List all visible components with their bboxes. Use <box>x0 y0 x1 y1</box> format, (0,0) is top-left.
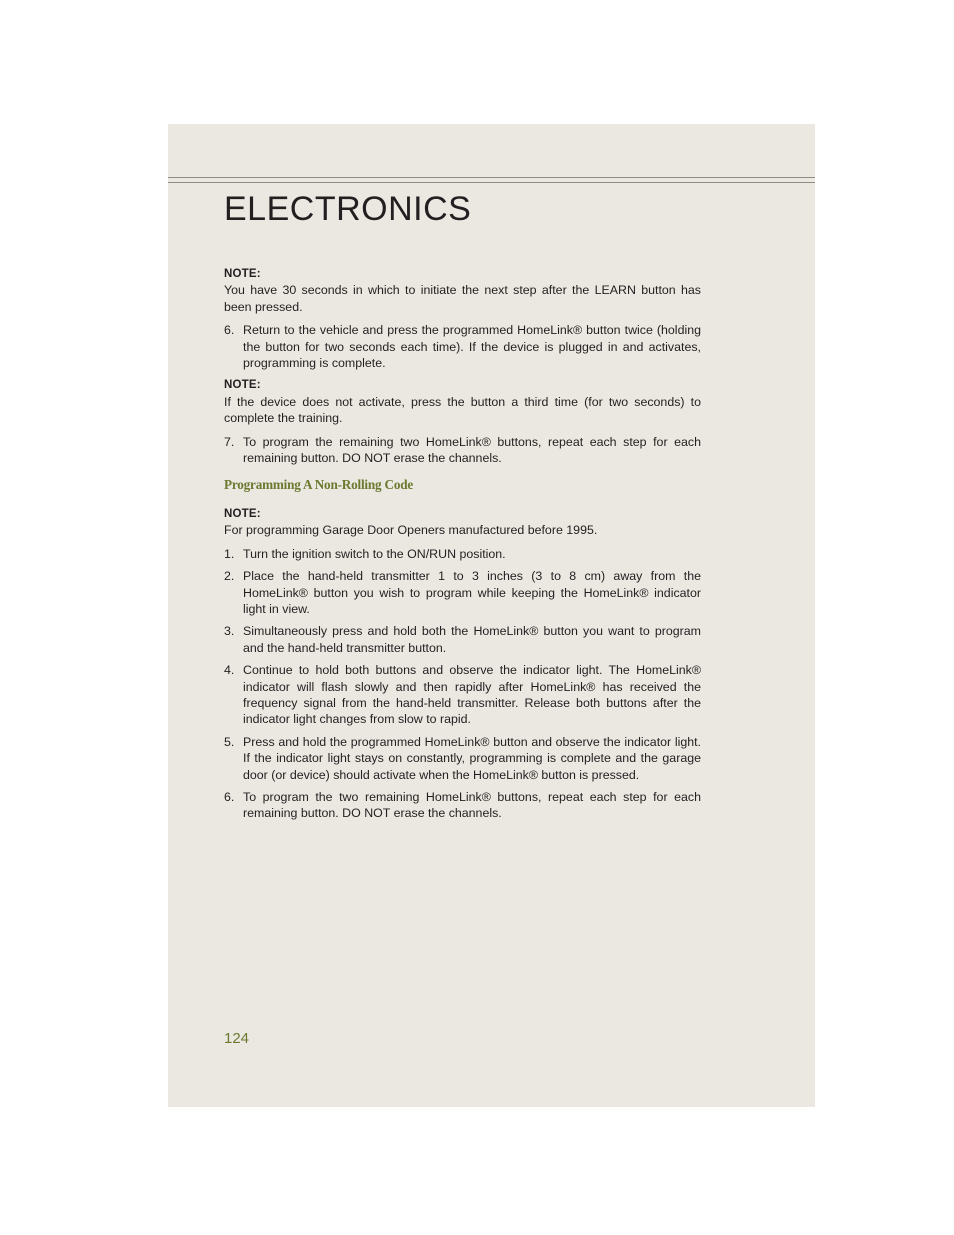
list-item-number: 1. <box>224 546 235 561</box>
list-item-text: Simultaneously press and hold both the HomeLink® button you want to program and the hand-held transmitter button. <box>243 624 701 655</box>
list-item <box>224 546 701 562</box>
note-text: You have 30 seconds in which to initiate the next step after the LEARN button has been pressed. <box>224 283 701 314</box>
list-item <box>224 662 701 728</box>
list-item-number: 3. <box>224 624 235 639</box>
list-item <box>224 789 701 822</box>
subsection-heading: Programming A Non-Rolling Code <box>224 477 414 493</box>
note-label: NOTE: <box>224 507 261 520</box>
list-item-text: Press and hold the programmed HomeLink® button and observe the indicator light. If the indicator light stays on constantly, programming is complete and the garage door (or device) should activate when the HomeLink® button is pressed. <box>243 734 701 782</box>
list-item-text: To program the remaining two HomeLink® buttons, repeat each step for each remaining button. DO NOT erase the channels. <box>243 434 701 466</box>
note-text: For programming Garage Door Openers manufactured before 1995. <box>224 523 598 538</box>
list-item-number: 6. <box>224 789 235 804</box>
list-item-number: 4. <box>224 663 235 678</box>
note-block <box>224 266 701 315</box>
list-item <box>224 568 701 617</box>
header-rule-top <box>168 177 815 178</box>
list-item-number: 5. <box>224 734 235 749</box>
note-label: NOTE: <box>224 268 261 280</box>
list-item-text: Turn the ignition switch to the ON/RUN position. <box>243 546 506 561</box>
list-item-number: 6. <box>224 323 235 338</box>
list-item <box>224 434 701 467</box>
list-item-text: Place the hand-held transmitter 1 to 3 inches (3 to 8 cm) away from the HomeLink® button you wish to program while keeping the HomeLink® indicator light in view. <box>243 569 701 616</box>
list-item <box>224 322 701 371</box>
list-item-text: Continue to hold both buttons and observe the indicator light. The HomeLink® indicator will flash slowly and then rapidly after HomeLink® has received the frequency signal from the hand-held transmitter. Release both buttons after the indicator light changes from slow to rapid. <box>243 663 701 727</box>
list-item <box>224 623 701 656</box>
list-item <box>224 734 701 783</box>
list-item-number: 7. <box>224 434 235 449</box>
page-number: 124 <box>224 1030 250 1047</box>
page-content <box>224 266 701 828</box>
note-block <box>224 506 701 539</box>
section-title: ELECTRONICS <box>224 190 472 228</box>
header-rule-bottom <box>168 182 815 183</box>
note-label: NOTE: <box>224 379 261 392</box>
list-item-text: To program the two remaining HomeLink® buttons, repeat each step for each remaining button. DO NOT erase the channels. <box>243 789 701 821</box>
list-item-number: 2. <box>224 569 235 584</box>
note-block <box>224 377 701 426</box>
manual-page <box>168 124 815 1107</box>
note-text: If the device does not activate, press the button a third time (for two seconds) to complete the training. <box>224 394 701 426</box>
list-item-text: Return to the vehicle and press the programmed HomeLink® button twice (holding the button for two seconds each time). If the device is plugged in and activates, programming is complete. <box>243 323 701 371</box>
